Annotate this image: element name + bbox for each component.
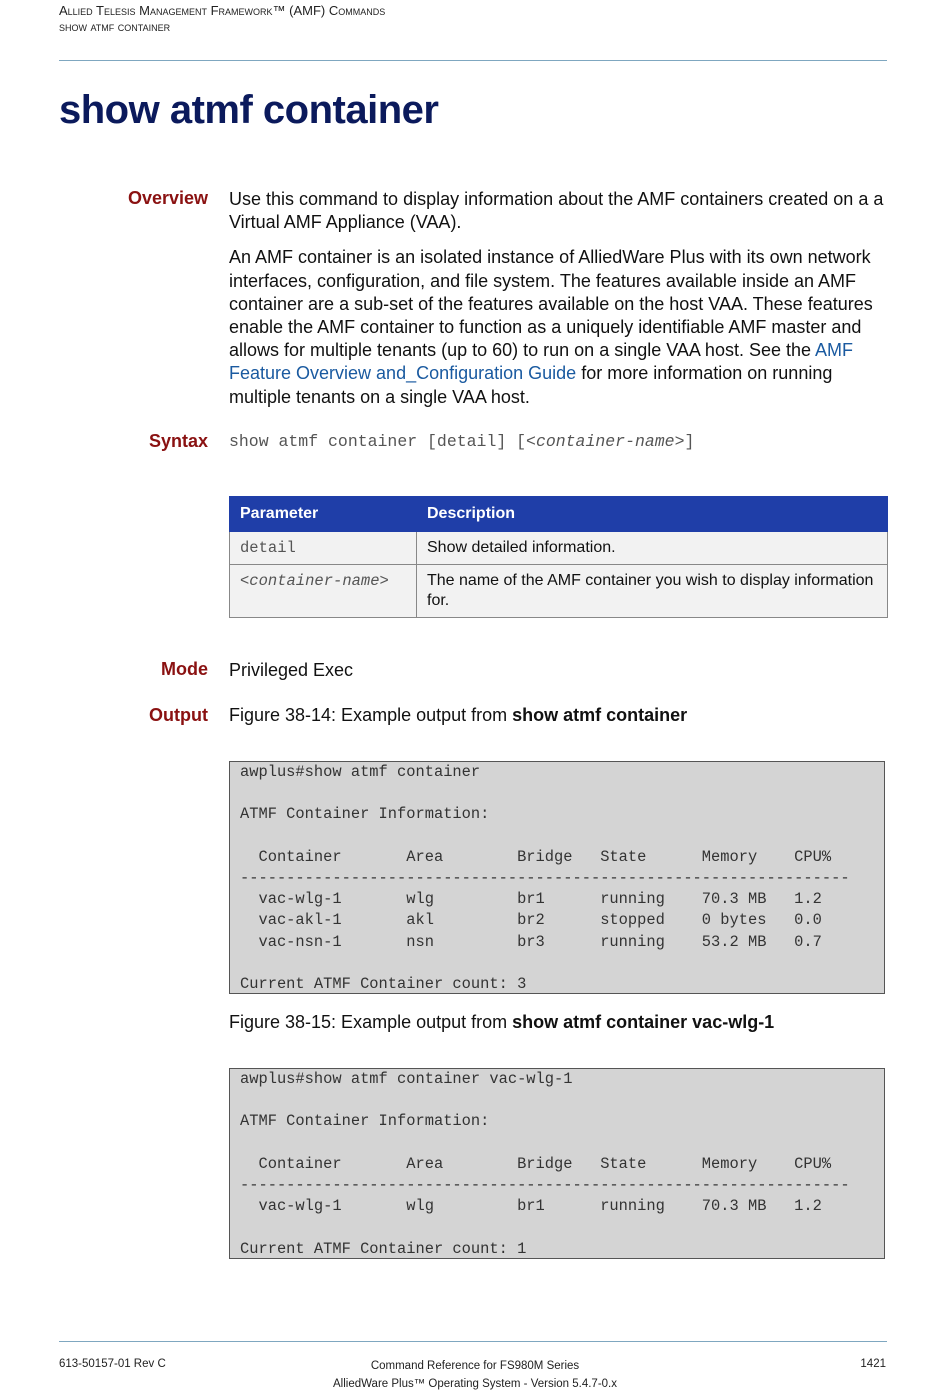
overview-paragraph-1: Use this command to display information about the AMF containers created on a a Virtual AMF Appliance (VAA). [229,189,884,233]
footer-title: Command Reference for FS980M Series [370,1360,580,1372]
overview-paragraph-2 [229,246,889,408]
param-cell [230,565,417,618]
figure-1-output: awplus#show atmf container ATMF Container Information: Container Area Bridge State Memory CPU% ------------------------------------------------------------------ vac-wlg-1 wlg br1 running 70.3 MB 1.2 vac-akl-1 akl br2 stopped 0 bytes 0.0 vac-nsn-1 nsn br3 running 53.2 MB 0.7 Current ATMF Container count: 3 [240,763,850,994]
footer-version: AlliedWare Plus™ Operating System - Version 5.4.7-0.x [333,1378,617,1390]
page-number: 1421 [860,1358,886,1370]
overview-text [229,188,889,421]
figure-2-output-box [229,1068,885,1259]
config-guide-link[interactable]: AMF Feature Overview and_Configuration Guide [229,340,854,384]
figure-2-caption [229,1012,774,1033]
overview-p2-text: An AMF container is an isolated instance of AlliedWare Plus with its own network interfaces, configuration, and file system. The features available inside an AMF container are a sub-set of the features available on the host VAA. These features enable the AMF container to function as a uniquely identifiable AMF master and allows for multiple tenants (up to 60) to run on a single VAA host. See the [229,247,873,361]
description-header: Description [417,497,888,532]
parameter-table [229,496,888,618]
figure-1-output-box [229,761,885,994]
header-divider [59,60,887,61]
param-italic: <container-name> [240,572,389,590]
header-chapter: Allied Telesis Management Framework™ (AMF) Commands [59,3,386,18]
mode-label: Mode [161,659,208,679]
overview-p2-end: for more information on running multiple tenants on a single VAA host. [229,363,833,407]
syntax-label: Syntax [148,431,208,451]
syntax-arg: container-name [535,432,675,451]
table-row [230,565,888,618]
syntax-cmd: show atmf container [detail] [< [229,432,536,451]
page-title: show atmf container [59,88,439,132]
footer-center [0,1357,950,1393]
desc-cell: The name of the AMF container you wish to display information for. [417,565,888,618]
syntax-command [229,432,694,451]
running-header [59,2,385,36]
figure-1-caption-text: Figure 38-14: Example output from [229,705,513,725]
param-cell: detail [230,532,417,565]
figure-1-caption [229,705,687,726]
figure-2-caption-text: Figure 38-15: Example output from [229,1012,513,1032]
header-section: show atmf container [59,20,171,34]
mode-value: Privileged Exec [229,660,354,680]
param-header: Parameter [230,497,417,532]
desc-cell: Show detailed information. [417,532,888,565]
figure-2-output: awplus#show atmf container vac-wlg-1 ATMF Container Information: Container Area Bridge State Memory CPU% ------------------------------------------------------------------ vac-wlg-1 wlg br1 running 70.3 MB 1.2 Current ATMF Container count: 1 [240,1070,850,1258]
figure-2-caption-command: show atmf container vac-wlg-1 [512,1012,775,1032]
table-row [230,532,888,565]
footer-divider [59,1341,887,1342]
overview-label: Overview [127,188,208,208]
syntax-end: >] [674,432,695,451]
figure-1-caption-command: show atmf container [512,705,688,725]
footer-doc-number: 613-50157-01 Rev C [59,1358,166,1370]
output-label: Output [149,705,208,725]
